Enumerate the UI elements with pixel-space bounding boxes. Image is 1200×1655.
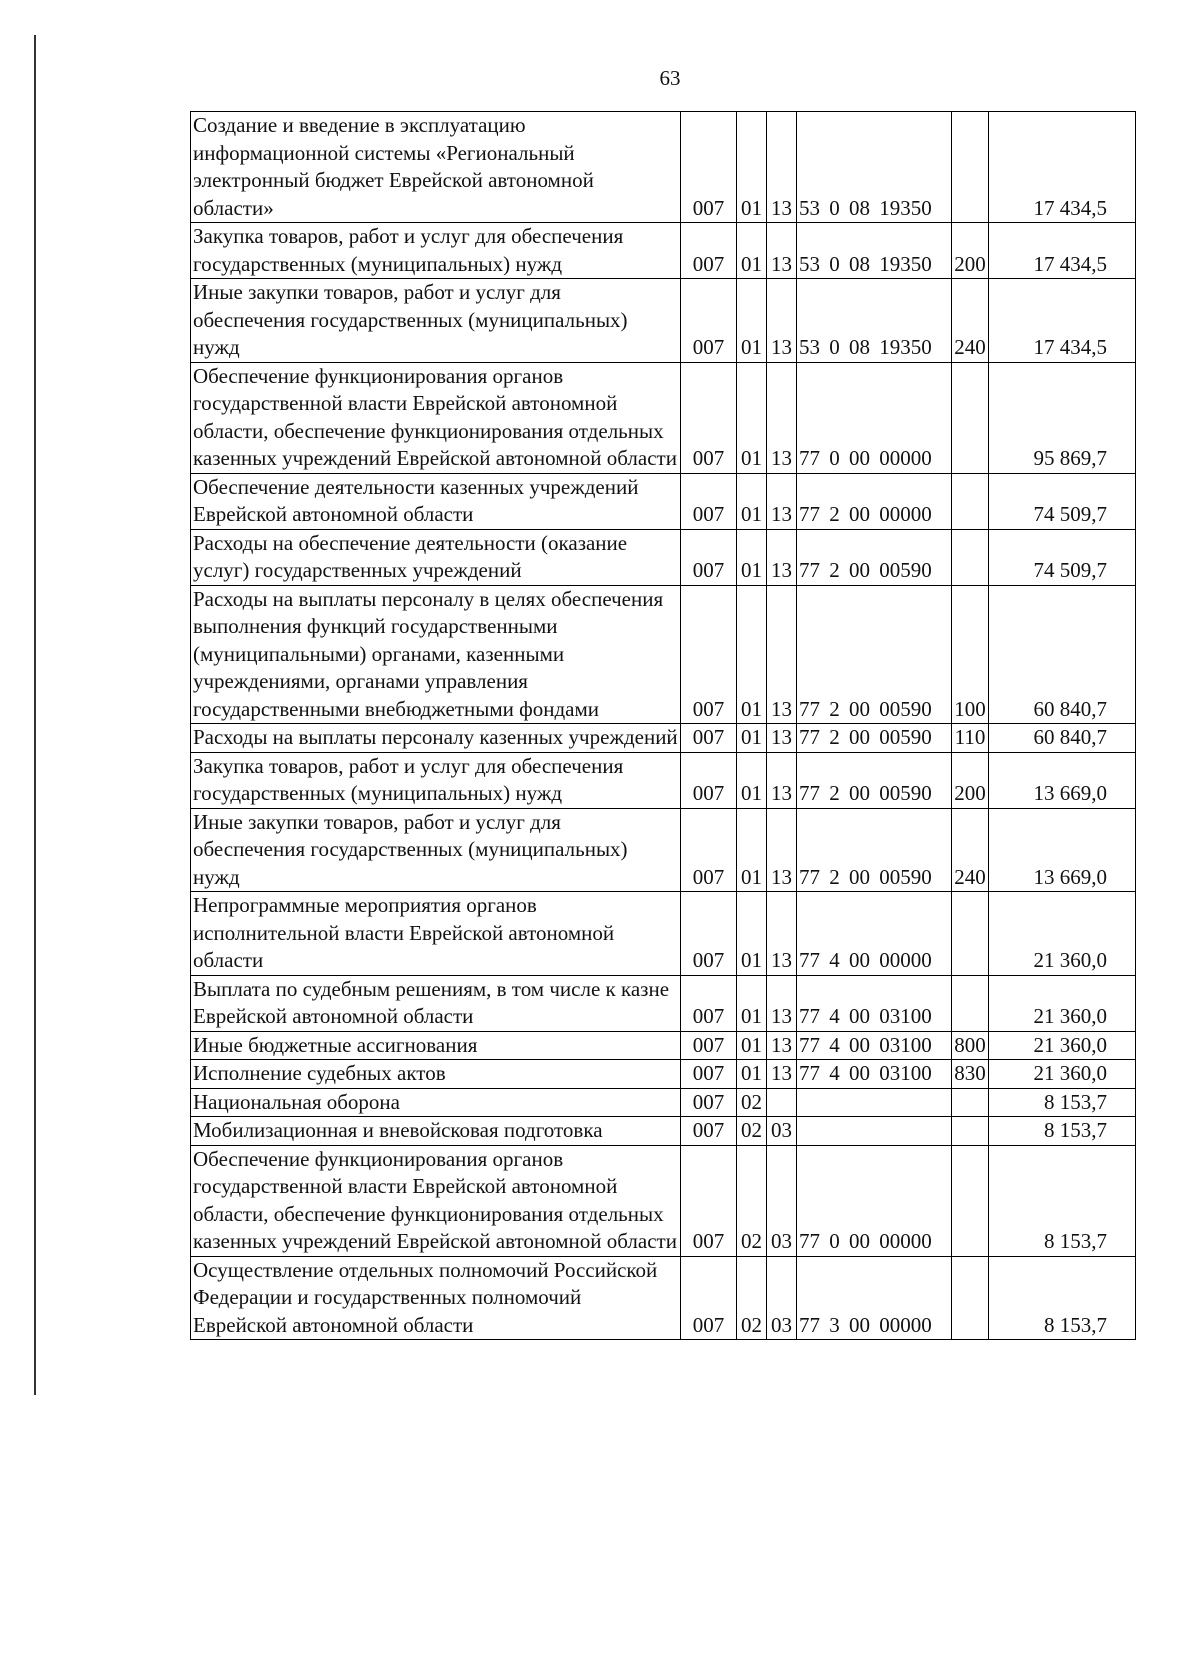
amount-cell: 17 434,5: [989, 223, 1136, 279]
target-article-cell: 77 2 00 00590: [797, 724, 952, 753]
amount-cell: 60 840,7: [989, 585, 1136, 724]
target-article-cell: 77 3 00 00000: [797, 1256, 952, 1340]
budget-table: [190, 111, 1136, 1340]
section-code-cell: 02: [737, 1256, 767, 1340]
expense-type-cell: 800: [952, 1031, 989, 1060]
table-row: [191, 529, 1136, 585]
expense-type-cell: 240: [952, 808, 989, 892]
table-row: [191, 223, 1136, 279]
expense-name-cell: Иные бюджетные ассигнования: [191, 1031, 681, 1060]
section-code-cell: 01: [737, 473, 767, 529]
admin-code-cell: 007: [681, 808, 737, 892]
subsection-code-cell: 13: [767, 975, 797, 1031]
expense-type-cell: [952, 1145, 989, 1256]
table-row: [191, 892, 1136, 976]
table-row: [191, 1256, 1136, 1340]
expense-name-cell: Национальная оборона: [191, 1088, 681, 1117]
amount-cell: 21 360,0: [989, 975, 1136, 1031]
section-code-cell: 02: [737, 1117, 767, 1146]
admin-code-cell: 007: [681, 529, 737, 585]
table-row: [191, 112, 1136, 223]
amount-cell: 17 434,5: [989, 112, 1136, 223]
target-article-cell: 77 2 00 00590: [797, 808, 952, 892]
expense-name-cell: Осуществление отдельных полномочий Российской Федерации и государственных полномочий Еврейской автономной области: [191, 1256, 681, 1340]
amount-cell: 8 153,7: [989, 1117, 1136, 1146]
table-row: [191, 279, 1136, 363]
table-row: [191, 724, 1136, 753]
subsection-code-cell: 13: [767, 473, 797, 529]
section-code-cell: 01: [737, 752, 767, 808]
section-code-cell: 01: [737, 724, 767, 753]
target-article-cell: 53 0 08 19350: [797, 279, 952, 363]
target-article-cell: 77 4 00 03100: [797, 975, 952, 1031]
target-article-cell: 77 2 00 00590: [797, 585, 952, 724]
target-article-cell: 53 0 08 19350: [797, 223, 952, 279]
subsection-code-cell: 13: [767, 1031, 797, 1060]
target-article-cell: 77 4 00 03100: [797, 1060, 952, 1089]
target-article-cell: 77 4 00 03100: [797, 1031, 952, 1060]
section-code-cell: 01: [737, 808, 767, 892]
expense-name-cell: Закупка товаров, работ и услуг для обеспечения государственных (муниципальных) нужд: [191, 752, 681, 808]
target-article-cell: 77 2 00 00590: [797, 529, 952, 585]
expense-name-cell: Закупка товаров, работ и услуг для обеспечения государственных (муниципальных) нужд: [191, 223, 681, 279]
amount-cell: 8 153,7: [989, 1256, 1136, 1340]
expense-type-cell: [952, 112, 989, 223]
subsection-code-cell: [767, 1088, 797, 1117]
table-row: [191, 1117, 1136, 1146]
section-code-cell: 01: [737, 279, 767, 363]
admin-code-cell: 007: [681, 1145, 737, 1256]
expense-type-cell: 100: [952, 585, 989, 724]
table-row: [191, 752, 1136, 808]
table-row: [191, 1088, 1136, 1117]
expense-name-cell: Создание и введение в эксплуатацию информационной системы «Региональный электронный бюджет Еврейской автономной области»: [191, 112, 681, 223]
subsection-code-cell: 13: [767, 279, 797, 363]
amount-cell: 13 669,0: [989, 808, 1136, 892]
expense-type-cell: 200: [952, 223, 989, 279]
expense-name-cell: Иные закупки товаров, работ и услуг для обеспечения государственных (муниципальных) нужд: [191, 808, 681, 892]
admin-code-cell: 007: [681, 1031, 737, 1060]
expense-type-cell: [952, 529, 989, 585]
subsection-code-cell: 13: [767, 808, 797, 892]
subsection-code-cell: 13: [767, 892, 797, 976]
expense-type-cell: [952, 892, 989, 976]
admin-code-cell: 007: [681, 473, 737, 529]
expense-type-cell: 830: [952, 1060, 989, 1089]
expense-type-cell: [952, 473, 989, 529]
subsection-code-cell: 03: [767, 1145, 797, 1256]
subsection-code-cell: 03: [767, 1117, 797, 1146]
amount-cell: 74 509,7: [989, 473, 1136, 529]
amount-cell: 60 840,7: [989, 724, 1136, 753]
subsection-code-cell: 13: [767, 724, 797, 753]
expense-type-cell: [952, 1088, 989, 1117]
table-row: [191, 585, 1136, 724]
amount-cell: 21 360,0: [989, 1031, 1136, 1060]
budget-table-body: [191, 112, 1136, 1340]
section-code-cell: 01: [737, 1060, 767, 1089]
section-code-cell: 01: [737, 975, 767, 1031]
subsection-code-cell: 13: [767, 223, 797, 279]
expense-type-cell: [952, 975, 989, 1031]
section-code-cell: 01: [737, 112, 767, 223]
admin-code-cell: 007: [681, 752, 737, 808]
admin-code-cell: 007: [681, 724, 737, 753]
table-row: [191, 362, 1136, 473]
table-row: [191, 1145, 1136, 1256]
target-article-cell: [797, 1088, 952, 1117]
target-article-cell: 53 0 08 19350: [797, 112, 952, 223]
subsection-code-cell: 13: [767, 362, 797, 473]
expense-name-cell: Обеспечение функционирования органов государственной власти Еврейской автономной области, обеспечение функционирования отдельных казенных учреждений Еврейской автономной области: [191, 362, 681, 473]
target-article-cell: 77 0 00 00000: [797, 1145, 952, 1256]
section-code-cell: 01: [737, 223, 767, 279]
expense-name-cell: Выплата по судебным решениям, в том числе к казне Еврейской автономной области: [191, 975, 681, 1031]
expense-name-cell: Обеспечение деятельности казенных учреждений Еврейской автономной области: [191, 473, 681, 529]
amount-cell: 17 434,5: [989, 279, 1136, 363]
subsection-code-cell: 13: [767, 112, 797, 223]
admin-code-cell: 007: [681, 279, 737, 363]
expense-name-cell: Расходы на выплаты персоналу казенных учреждений: [191, 724, 681, 753]
section-code-cell: 02: [737, 1088, 767, 1117]
table-row: [191, 1060, 1136, 1089]
target-article-cell: 77 2 00 00000: [797, 473, 952, 529]
subsection-code-cell: 13: [767, 1060, 797, 1089]
expense-type-cell: 200: [952, 752, 989, 808]
target-article-cell: [797, 1117, 952, 1146]
table-row: [191, 975, 1136, 1031]
section-code-cell: 02: [737, 1145, 767, 1256]
subsection-code-cell: 13: [767, 585, 797, 724]
expense-type-cell: [952, 1256, 989, 1340]
admin-code-cell: 007: [681, 892, 737, 976]
scan-margin-line: [34, 35, 36, 1395]
admin-code-cell: 007: [681, 1060, 737, 1089]
expense-name-cell: Иные закупки товаров, работ и услуг для обеспечения государственных (муниципальных) нужд: [191, 279, 681, 363]
section-code-cell: 01: [737, 892, 767, 976]
admin-code-cell: 007: [681, 1088, 737, 1117]
amount-cell: 8 153,7: [989, 1088, 1136, 1117]
page-number: 63: [659, 66, 681, 90]
target-article-cell: 77 2 00 00590: [797, 752, 952, 808]
admin-code-cell: 007: [681, 585, 737, 724]
target-article-cell: 77 0 00 00000: [797, 362, 952, 473]
section-code-cell: 01: [737, 1031, 767, 1060]
admin-code-cell: 007: [681, 362, 737, 473]
admin-code-cell: 007: [681, 1256, 737, 1340]
expense-type-cell: 110: [952, 724, 989, 753]
expense-type-cell: [952, 1117, 989, 1146]
subsection-code-cell: 13: [767, 752, 797, 808]
admin-code-cell: 007: [681, 223, 737, 279]
admin-code-cell: 007: [681, 1117, 737, 1146]
expense-name-cell: Расходы на обеспечение деятельности (оказание услуг) государственных учреждений: [191, 529, 681, 585]
amount-cell: 8 153,7: [989, 1145, 1136, 1256]
table-row: [191, 808, 1136, 892]
expense-name-cell: Непрограммные мероприятия органов исполнительной власти Еврейской автономной области: [191, 892, 681, 976]
expense-type-cell: 240: [952, 279, 989, 363]
expense-name-cell: Обеспечение функционирования органов государственной власти Еврейской автономной области, обеспечение функционирования отдельных казенных учреждений Еврейской автономной области: [191, 1145, 681, 1256]
expense-type-cell: [952, 362, 989, 473]
section-code-cell: 01: [737, 585, 767, 724]
amount-cell: 95 869,7: [989, 362, 1136, 473]
section-code-cell: 01: [737, 362, 767, 473]
admin-code-cell: 007: [681, 975, 737, 1031]
subsection-code-cell: 03: [767, 1256, 797, 1340]
amount-cell: 74 509,7: [989, 529, 1136, 585]
table-row: [191, 473, 1136, 529]
subsection-code-cell: 13: [767, 529, 797, 585]
amount-cell: 13 669,0: [989, 752, 1136, 808]
target-article-cell: 77 4 00 00000: [797, 892, 952, 976]
amount-cell: 21 360,0: [989, 1060, 1136, 1089]
section-code-cell: 01: [737, 529, 767, 585]
expense-name-cell: Расходы на выплаты персоналу в целях обеспечения выполнения функций государственными (муниципальными) органами, казенными учреждениями, органами управления государственными внебюджетными фондами: [191, 585, 681, 724]
table-row: [191, 1031, 1136, 1060]
expense-name-cell: Мобилизационная и вневойсковая подготовка: [191, 1117, 681, 1146]
amount-cell: 21 360,0: [989, 892, 1136, 976]
admin-code-cell: 007: [681, 112, 737, 223]
expense-name-cell: Исполнение судебных актов: [191, 1060, 681, 1089]
